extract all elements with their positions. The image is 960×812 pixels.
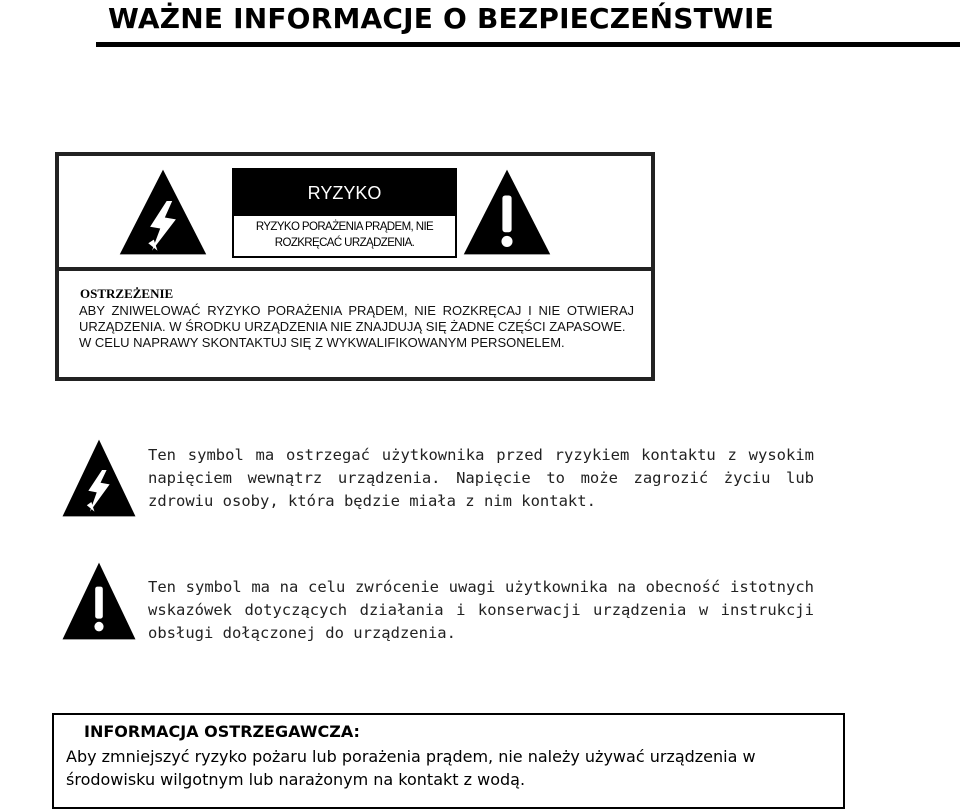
risk-subtitle-line: ROZKRĘCAĆ URZĄDZENIA. (274, 237, 415, 249)
info-text: Aby zmniejszyć ryzyko pożaru lub porażenia prądem, nie należy używać urządzenia w środowisku wilgotnym lub narażonym na kontakt z wodą. (66, 747, 756, 789)
caution-heading: OSTRZEŻENIE (80, 286, 174, 301)
label-divider (59, 267, 651, 271)
caution-paragraph: W CELU NAPRAWY SKONTAKTUJ SIĘ Z WYKWALIFIKOWANYM PERSONELEM. (79, 335, 565, 350)
risk-title: RYZYKO (234, 170, 455, 216)
info-box (52, 713, 845, 809)
warning-label-box (55, 152, 655, 381)
risk-subtitle-line: RYZYKO PORAŻENIA PRĄDEM, NIE (255, 221, 434, 233)
symbol-description: Ten symbol ma ostrzegać użytkownika przed ryzykiem kontaktu z wysokim napięciem wewnątrz urządzenia. Napięcie to może zagrozić życiu lub zdrowiu osoby, która będzie miała z nim kontakt. (148, 446, 814, 510)
lightning-triangle-icon (61, 438, 137, 518)
exclamation-triangle-icon (461, 166, 553, 258)
info-heading: INFORMACJA OSTRZEGAWCZA: (84, 722, 360, 741)
symbol-description: Ten symbol ma na celu zwrócenie uwagi użytkownika na obecność istotnych wskazówek dotyczących działania i konserwacji urządzenia w instrukcji obsługi dołączonej do urządzenia. (148, 578, 814, 642)
risk-panel (232, 168, 457, 258)
exclamation-triangle-icon (61, 561, 137, 641)
caution-text (79, 303, 634, 351)
page-title: WAŻNE INFORMACJE O BEZPIECZEŃSTWIE (108, 2, 774, 35)
lightning-triangle-icon (117, 166, 209, 258)
title-rule (96, 42, 960, 47)
risk-subtitle (234, 216, 455, 251)
caution-paragraph: ABY ZNIWELOWAĆ RYZYKO PORAŻENIA PRĄDEM, NIE ROZKRĘCAJ I NIE OTWIERAJ URZĄDZENIA. W ŚRODKU URZĄDZENIA NIE ZNAJDUJĄ SIĘ ŻADNE CZĘŚCI ZAPASOWE. (79, 303, 634, 334)
